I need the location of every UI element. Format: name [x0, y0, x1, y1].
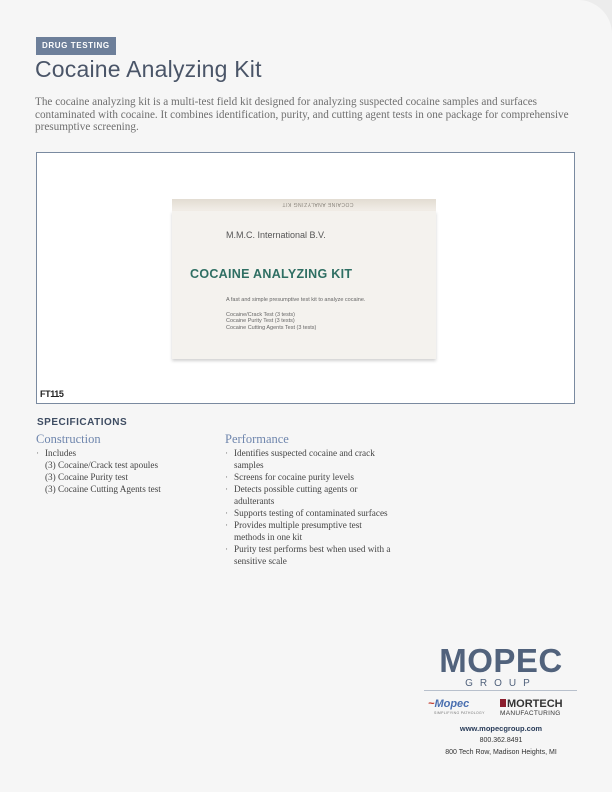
- box-content-line: Cocaine Cutting Agents Test (3 tests): [226, 324, 317, 331]
- list-item: · Includes: [36, 447, 216, 459]
- list-item: · Screens for cocaine purity levels: [225, 471, 393, 483]
- logo-wordmark: MOPEC: [439, 642, 563, 679]
- logo-subtitle: GROUP: [465, 678, 537, 689]
- performance-list: [225, 447, 393, 567]
- product-sku: FT115: [40, 389, 64, 399]
- list-subitem: (3) Cocaine Purity test: [45, 472, 128, 482]
- box-name: COCAINE ANALYZING KIT: [190, 267, 353, 281]
- list-item: · Detects possible cutting agents or adulterants: [225, 483, 393, 507]
- box-maker: M.M.C. International B.V.: [226, 230, 326, 240]
- kit-box: [172, 199, 436, 359]
- list-item: · Supports testing of contaminated surfaces: [225, 507, 393, 519]
- list-subitem: (3) Cocaine/Crack test apoules: [45, 460, 159, 470]
- mopec-group-logo: [424, 642, 578, 689]
- box-top-label: COCAINE ANALYZING KIT: [282, 201, 354, 207]
- list-item: · Identifies suspected cocaine and crack samples: [225, 447, 393, 471]
- specifications-heading: SPECIFICATIONS: [37, 417, 128, 428]
- contact-block: [424, 723, 578, 759]
- mortech-logo: [500, 698, 563, 710]
- address: 800 Tech Row, Madison Heights, MI: [445, 749, 557, 756]
- box-contents: [226, 312, 316, 331]
- performance-heading: Performance: [225, 432, 289, 446]
- category-badge: DRUG TESTING: [36, 37, 116, 55]
- product-image: [36, 152, 575, 404]
- mopec-logo-text: Mopec: [434, 698, 470, 710]
- mortech-logo-text: MORTECH: [507, 698, 563, 710]
- mopec-logo: [428, 698, 469, 710]
- box-content-line: Cocaine Purity Test (3 tests): [226, 318, 295, 325]
- product-description: The cocaine analyzing kit is a multi-test field kit designed for analyzing suspected cocaine samples and surfaces contaminated with cocaine. It combines identification, purity, and cutting agent tests in one package for comprehensive presumptive screening.: [35, 96, 569, 134]
- kit-box-face: [172, 211, 436, 359]
- phone-number: 800.362.8491: [479, 737, 523, 744]
- construction-list: [36, 447, 216, 495]
- mortech-tagline: MANUFACTURING: [500, 710, 561, 717]
- list-subitem: (3) Cocaine Cutting Agents test: [45, 484, 161, 494]
- divider: [424, 690, 577, 691]
- page-title: Cocaine Analyzing Kit: [35, 56, 262, 82]
- kit-box-top: [172, 199, 436, 211]
- swoosh-icon: ~: [428, 698, 435, 710]
- list-item: · Provides multiple presumptive test methods in one kit: [225, 519, 393, 543]
- mopec-tagline: SIMPLIFYING PATHOLOGY: [434, 711, 485, 715]
- box-content-line: Cocaine/Crack Test (3 tests): [226, 312, 295, 318]
- construction-heading: Construction: [36, 432, 101, 446]
- box-tagline: A fast and simple presumptive test kit to analyze cocaine.: [226, 297, 366, 303]
- mortech-mark-icon: [500, 699, 506, 707]
- website-link[interactable]: www.mopecgroup.com: [459, 724, 543, 733]
- brand-logos: [426, 696, 578, 718]
- list-item: · Purity test performs best when used with a sensitive scale: [225, 543, 393, 567]
